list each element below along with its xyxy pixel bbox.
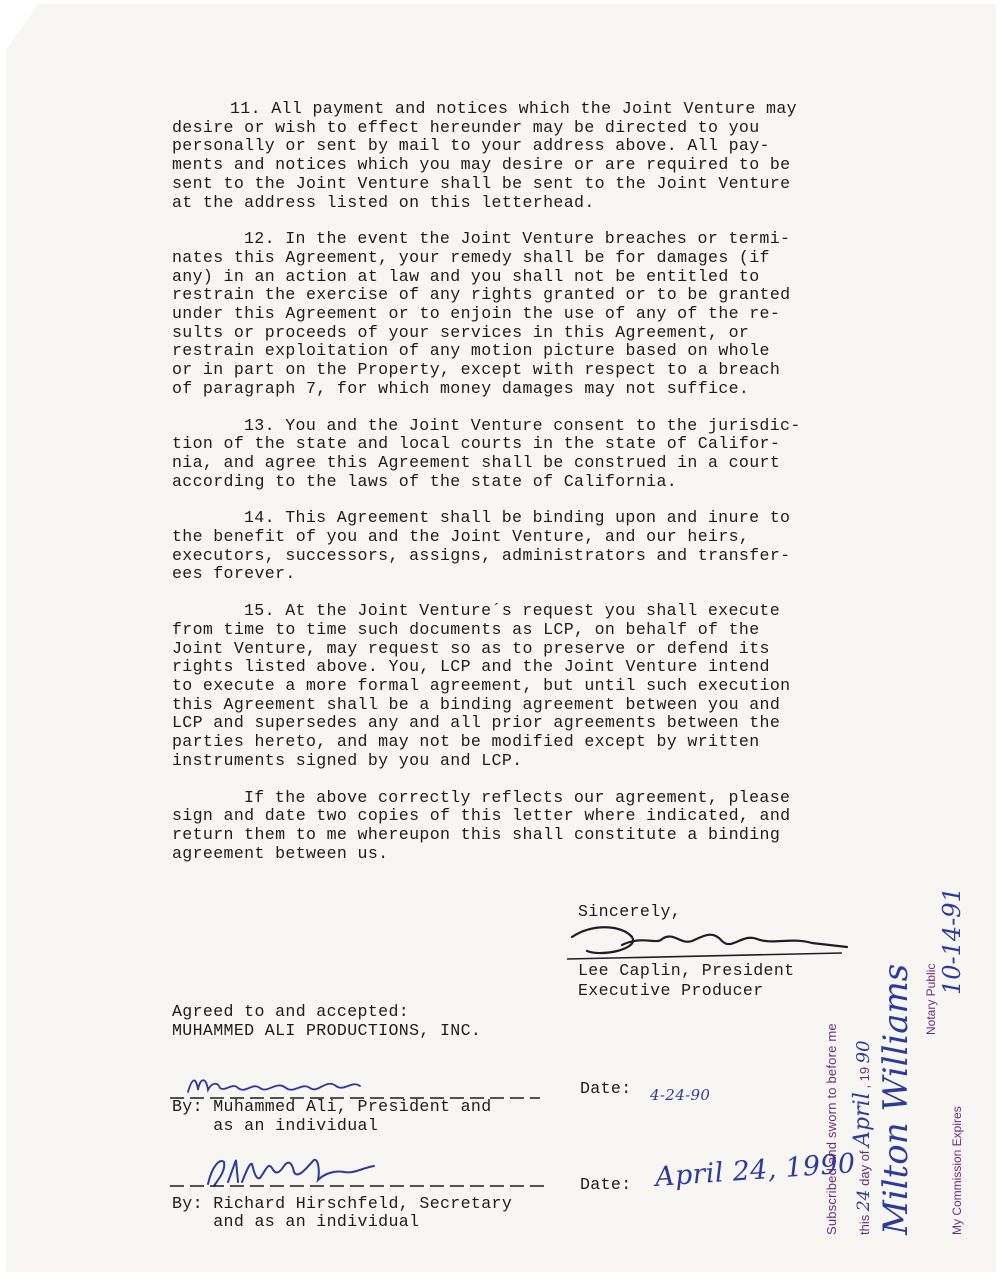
paragraph-12: 12. In the event the Joint Venture breaches or termi- nates this Agreement, your remedy shall be for damages (if any) in an action at law and you shall not be entitled to restrain the exercise of any rights granted or to be granted under this Agreement or to enjoin the use of any of the re- sults or proceeds of your services in this Agreement, or restrain exploitation of any motion picture based on whole or in part on the Property, except with respect to a breach of paragraph 7, for which money damages may not suffice.	[172, 229, 791, 398]
notary-expires-line	[950, 1106, 964, 1235]
company-name: MUHAMMED ALI PRODUCTIONS, INC.	[172, 1021, 482, 1040]
notary-day: 24	[854, 1189, 874, 1212]
paragraph-13: 13. You and the Joint Venture consent to the jurisdic- tion of the state and local courts in the state of Califor- nia, and agree this Agreement shall be construed in a court according to the laws of the state of California.	[172, 415, 801, 491]
notary-stamp	[820, 887, 1000, 1235]
signer1-line2: as an individual	[172, 1116, 379, 1135]
notary-day-of: day of	[857, 1150, 872, 1186]
notary-expires-label: My Commission Expires	[950, 1106, 964, 1235]
acceptance-heading: Agreed to and accepted:	[172, 1002, 410, 1021]
date1-label: Date:	[580, 1079, 632, 1098]
notary-name: Milton Williams	[876, 963, 916, 1235]
paragraph-14: 14. This Agreement shall be binding upon and inure to the benefit of you and the Joint Venture, and our heirs, executors, successors, assigns, administrators and transfer- ees forever.	[172, 508, 791, 584]
hirschfeld-signature	[168, 1152, 558, 1192]
date2-value: April 24, 1990	[654, 1148, 857, 1193]
notary-this: this	[857, 1214, 872, 1235]
date2-label: Date:	[580, 1175, 632, 1194]
signer1-line1: By: Muhammed Ali, President and	[172, 1097, 492, 1116]
notary-month: April	[850, 1092, 875, 1147]
caplin-signature	[562, 915, 852, 965]
closing-paragraph: If the above correctly reflects our agreement, please sign and date two copies of this letter where indicated, and return them to me whereupon this shall constitute a binding agreement between us.	[172, 787, 791, 863]
paragraph-11: 11. All payment and notices which the Joint Venture may desire or wish to effect hereunder may be directed to you personally or sent by mail to your address above. All pay- ments and notices which you may desire or are required to be sent to the Joint Venture shall be sent to the Joint Venture at the address listed on this letterhead.	[172, 99, 797, 212]
signer2-line1: By: Richard Hirschfeld, Secretary	[172, 1194, 513, 1213]
notary-date-line	[850, 1040, 875, 1235]
notary-expires-date: 10-14-91	[938, 887, 966, 995]
date1-value: 4-24-90	[650, 1086, 711, 1104]
paragraph-15: 15. At the Joint Venture´s request you shall execute from time to time such documents as LCP, on behalf of the Joint Venture, may request so as to preserve or defend its rights listed above. You, LCP and the Joint Venture intend to execute a more formal agreement, but until such execution this Agreement shall be a binding agreement between you and LCP and supersedes any and all prior agreements between the parties hereto, and may not be modified except by written instruments signed by you and LCP.	[172, 601, 791, 770]
sender-title: Executive Producer	[578, 981, 764, 1000]
letter-body	[172, 100, 872, 881]
notary-sworn-line	[824, 1023, 839, 1235]
signer2-line2: and as an individual	[172, 1212, 420, 1231]
closing-salutation: Sincerely,	[578, 902, 682, 921]
sender-name: Lee Caplin, President	[578, 961, 795, 980]
notary-sworn-text: Subscribed and sworn to before me	[824, 1023, 839, 1235]
notary-year-prefix: , 19	[857, 1066, 872, 1089]
notary-year: 90	[853, 1040, 874, 1064]
notary-title: Notary Public	[924, 963, 938, 1035]
